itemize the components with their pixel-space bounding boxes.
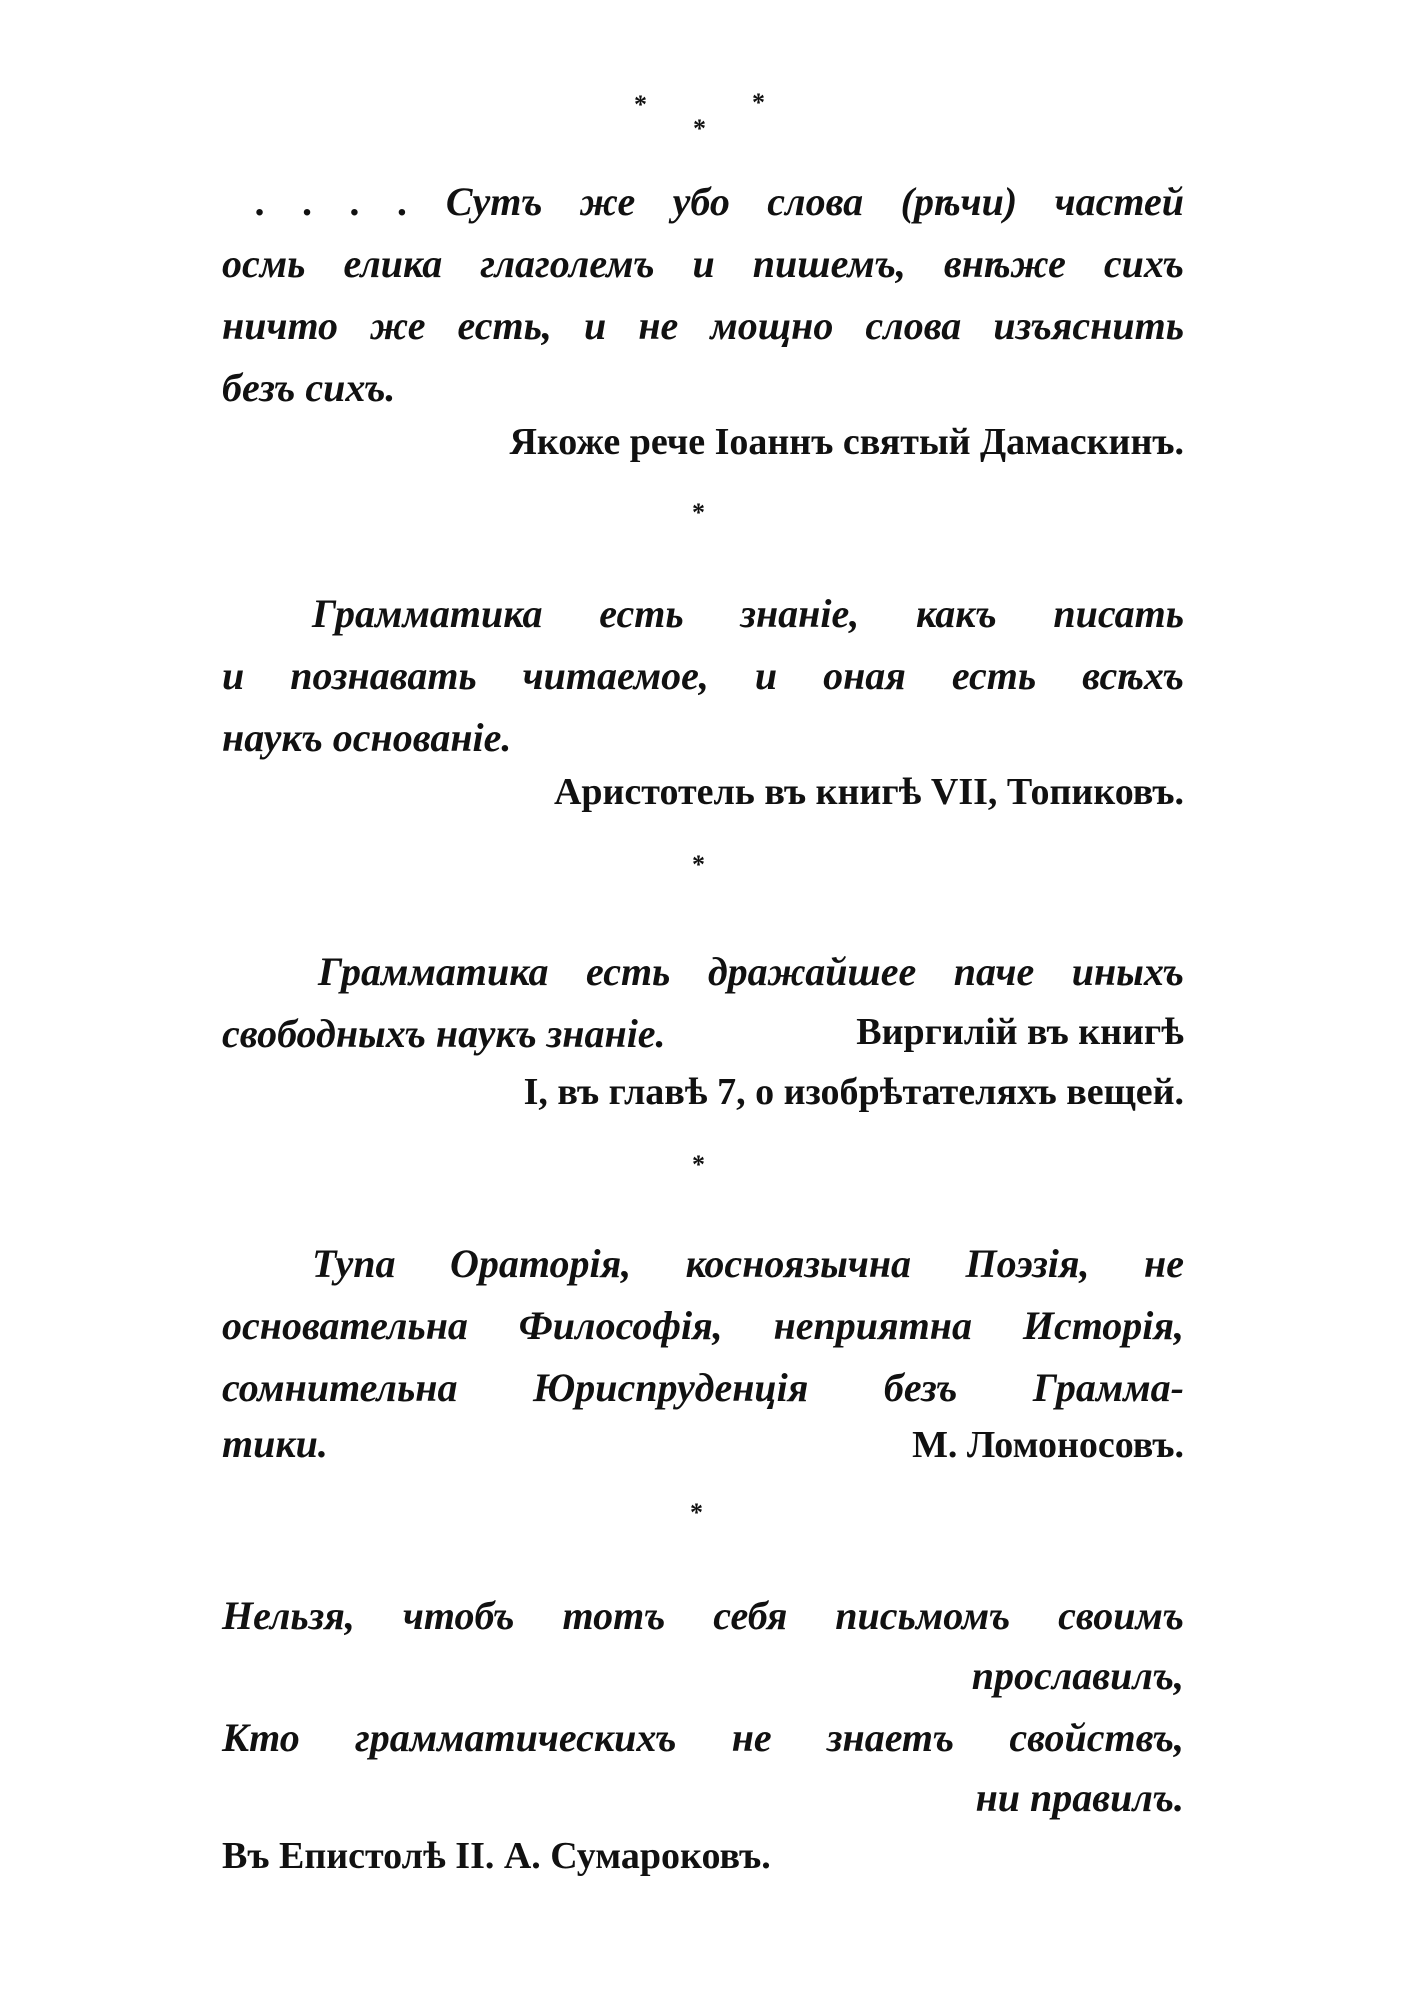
epigraph-line: . . . . Сутъ же убо слова (рѣчи) частей <box>256 179 1184 224</box>
epigraph-attribution: Якоже рече Іоаннъ святый Дамаскинъ. <box>509 421 1184 463</box>
epigraph-line: осмь елика глаголемъ и пишемъ, внѣже сихъ <box>222 241 1184 286</box>
epigraph-text: тики. <box>222 1421 328 1466</box>
epigraph-line: ничто же есть, и не мощно слова изъяснить <box>222 303 1184 348</box>
epigraph-line: Кто грамматическихъ не знаетъ свойствъ, <box>222 1715 1184 1760</box>
ornament-asterisk: * <box>692 1150 705 1179</box>
ornament-asterisk: * <box>752 88 765 117</box>
epigraph-line: наукъ основаніе. <box>222 715 512 760</box>
ornament-asterisk: * <box>693 114 706 143</box>
epigraph-line: и познавать читаемое, и оная есть всѣхъ <box>222 653 1184 698</box>
ornament-asterisk: * <box>692 850 705 879</box>
epigraph-line: Нельзя, чтобъ тотъ себя письмомъ своимъ <box>222 1593 1184 1638</box>
epigraph-attribution: М. Ломоносовъ. <box>912 1424 1184 1466</box>
epigraph-line: основательна Философія, неприятна Исторія, <box>222 1303 1184 1348</box>
epigraph-line: прославилъ, <box>971 1653 1184 1698</box>
ornament-asterisk: * <box>690 1498 703 1527</box>
epigraph-line <box>222 1010 1184 1057</box>
epigraph-line <box>222 1420 1184 1467</box>
epigraph-attribution: Аристотель въ книгѣ VII, Топиковъ. <box>553 771 1184 813</box>
epigraph-line: ни правилъ. <box>975 1775 1184 1820</box>
epigraph-line: Грамматика есть знаніе, какъ писать <box>312 591 1184 636</box>
ornament-asterisk: * <box>634 90 647 119</box>
epigraph-line: сомнительна Юриспруденція безъ Грамма- <box>222 1365 1184 1410</box>
epigraph-attribution: Виргилій въ книгѣ <box>856 1011 1184 1053</box>
epigraph-line: безъ сихъ. <box>222 365 396 410</box>
epigraph-attribution: I, въ главѣ 7, о изобрѣтателяхъ вещей. <box>523 1071 1184 1113</box>
epigraph-attribution: Въ Епистолѣ II. А. Сумароковъ. <box>222 1835 771 1877</box>
ornament-asterisk: * <box>692 498 705 527</box>
epigraph-line: Грамматика есть дражайшее паче иныхъ <box>318 949 1184 994</box>
epigraph-line: Тупа Ораторія, косноязычна Поэзія, не <box>312 1241 1184 1286</box>
epigraph-text: свободныхъ наукъ знаніе. <box>222 1011 666 1056</box>
